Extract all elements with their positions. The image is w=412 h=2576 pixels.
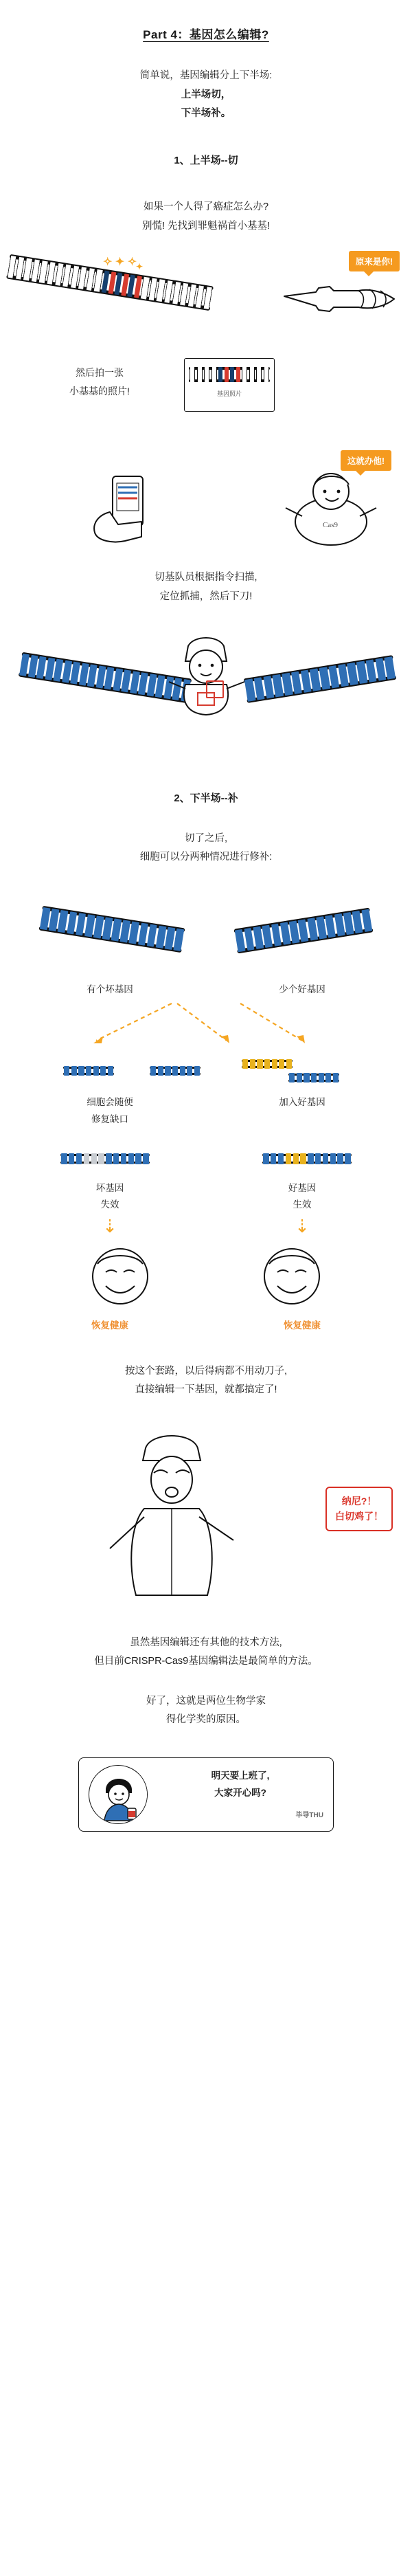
left-result-line-2: 失效 xyxy=(100,1199,119,1210)
note-line-1: 虽然基因编辑还有其他的技术方法, xyxy=(130,1636,282,1648)
final-line-2: 大家开心吗? xyxy=(214,1788,266,1799)
intro-line-2: 上半场切， xyxy=(181,89,231,100)
dna-half-left xyxy=(40,914,184,944)
author-signature-box xyxy=(78,1757,334,1832)
right-result-line-2: 生效 xyxy=(293,1199,312,1210)
section-2-heading: 2、下半场--补 xyxy=(174,792,238,805)
sparkle-icon: ✦ xyxy=(136,262,144,272)
gene-photo-frame xyxy=(184,358,275,412)
shock-line-1: 纳尼?！ xyxy=(341,1495,377,1507)
dna-strand-1 xyxy=(7,267,213,298)
gene-piece-yellow xyxy=(242,1057,293,1071)
closing-line-2: 直接编辑一下基因，就都搞定了! xyxy=(135,1384,277,1396)
section-2-intro xyxy=(41,830,371,867)
speech-bubble-found: 原来是你! xyxy=(349,251,400,271)
scene-deliver-photo xyxy=(0,450,412,553)
branch-results xyxy=(27,1180,385,1214)
question-line-1: 如果一个人得了癌症怎么办? xyxy=(143,201,269,213)
left-mid-line-1: 细胞会随便 xyxy=(87,1097,133,1108)
repaired-dna-right xyxy=(262,1151,352,1166)
final-message xyxy=(157,1767,323,1822)
branch-arrow-svg xyxy=(0,998,412,1053)
nobel-note xyxy=(41,1692,371,1730)
intro-line-1: 简单说，基因编辑分上下半场: xyxy=(139,70,273,81)
gene-piece-blue-left xyxy=(63,1064,114,1078)
cut-line-1: 切了之后, xyxy=(184,832,228,844)
right-result-line-1: 好基因 xyxy=(288,1182,317,1193)
nobel-line-2: 得化学奖的原因。 xyxy=(166,1714,246,1726)
branch-left-title: 有个坏基因 xyxy=(87,984,133,995)
closing-statement xyxy=(41,1362,371,1400)
avatar xyxy=(89,1765,148,1824)
shock-bubble xyxy=(325,1487,393,1531)
branch-titles xyxy=(27,981,385,998)
signature: 毕导THU xyxy=(295,1812,323,1820)
squad-instruction xyxy=(41,568,371,606)
health-captions xyxy=(27,1318,385,1334)
shock-line-2: 白切鸡了！ xyxy=(335,1511,383,1522)
note-line-2: 但目前CRISPR-Cas9基因编辑法是最简单的方法。 xyxy=(94,1656,318,1667)
final-line-1: 明天要上班了, xyxy=(211,1770,270,1781)
svg-text:Cas9: Cas9 xyxy=(323,521,338,530)
question-line-2: 别慌! 先找到罪魁祸首小基基! xyxy=(141,220,271,232)
cut-target-highlight xyxy=(206,680,224,698)
sparkle-icon: ✧ ✦ ✧ xyxy=(103,256,137,269)
scene-find-gene xyxy=(0,251,412,326)
nobel-line-1: 好了，这就是两位生物学家 xyxy=(146,1695,266,1707)
photo-caption xyxy=(41,364,158,400)
intro-block xyxy=(41,67,371,124)
scene-gene-pieces xyxy=(0,1053,412,1094)
pointing-hand-icon xyxy=(276,276,400,318)
gene-piece-blue-mid xyxy=(150,1064,201,1078)
intro-line-3: 下半场补。 xyxy=(181,108,231,120)
scene-branch-arrows xyxy=(0,998,412,1053)
photo-line-2: 小基基的照片! xyxy=(69,385,130,397)
result-arrows xyxy=(27,1217,385,1235)
scene-cutting-dna xyxy=(0,627,412,751)
dna-half-right xyxy=(235,915,372,946)
scene-take-photo xyxy=(0,354,412,423)
arrow-down-left: ⇣ xyxy=(102,1216,117,1237)
scene-shocked-character xyxy=(0,1428,412,1606)
arrow-down-right: ⇣ xyxy=(295,1216,310,1237)
left-result-line-1: 坏基因 xyxy=(95,1182,124,1193)
branch-mid-captions xyxy=(27,1094,385,1128)
dna-strand-right xyxy=(244,664,396,694)
shocked-character xyxy=(103,1428,240,1599)
branch-left-result xyxy=(27,1180,192,1214)
happy-face-right xyxy=(254,1239,330,1313)
gene-piece-blue-right xyxy=(288,1071,339,1085)
cutting-character xyxy=(158,634,254,723)
page-title: Part 4：基因怎么编辑? xyxy=(143,28,269,41)
right-health-text: 恢复健康 xyxy=(284,1320,321,1331)
repaired-dna-left xyxy=(60,1151,150,1166)
branch-left-mid xyxy=(27,1094,192,1128)
left-health-text: 恢复健康 xyxy=(91,1320,128,1331)
photo-line-1: 然后拍一张 xyxy=(76,367,124,379)
closing-line-1: 按这个套路，以后得病都不用动刀子, xyxy=(124,1365,288,1377)
photo-label: 基因照片 xyxy=(216,390,242,398)
method-note xyxy=(41,1634,371,1672)
branch-right-mid: 加入好基因 xyxy=(279,1097,325,1108)
section-1-question xyxy=(41,198,371,236)
squad-line-1: 切基队员根据指令扫描, xyxy=(154,572,258,584)
section-1-heading: 1、上半场--切 xyxy=(174,154,238,166)
cut-line-2: 细胞可以分两种情况进行修补: xyxy=(139,852,273,863)
scene-repaired-strands xyxy=(0,1139,412,1180)
cut-squad-character xyxy=(282,468,385,549)
speech-bubble-cut-him: 这就办他! xyxy=(341,450,391,471)
hand-with-phone-icon xyxy=(82,469,165,545)
scene-cut-halves xyxy=(0,895,412,977)
squad-line-2: 定位抓捕，然后下刀! xyxy=(159,590,253,602)
happy-face-left xyxy=(82,1239,158,1313)
scene-happy-faces xyxy=(0,1235,412,1318)
branch-right-result xyxy=(220,1180,385,1214)
left-mid-line-2: 修复缺口 xyxy=(91,1113,128,1124)
avatar-illustration xyxy=(89,1766,148,1824)
branch-right-title: 少个好基因 xyxy=(279,984,325,995)
